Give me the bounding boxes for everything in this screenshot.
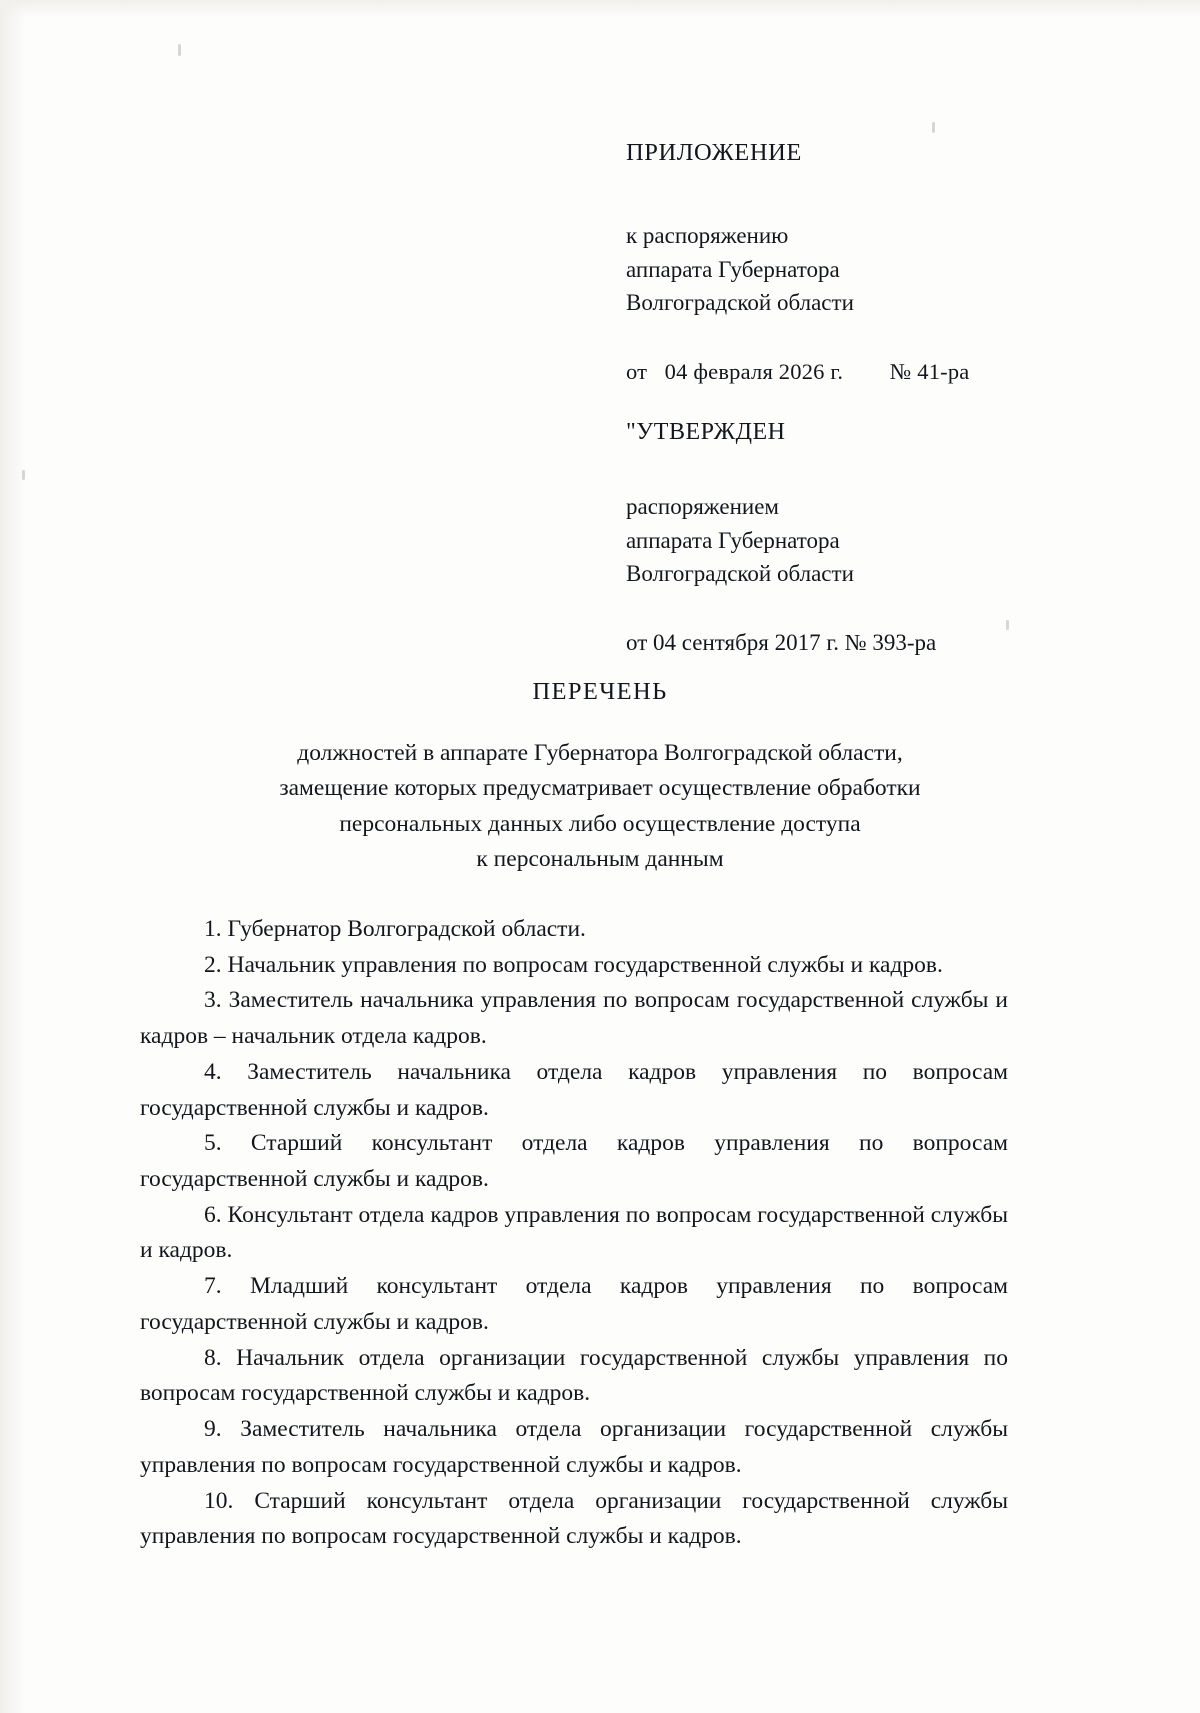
scan-edge-top bbox=[0, 0, 1200, 18]
list-item: 7. Младший консультант отдела кадров управления по вопросам государственной службы и кадров. bbox=[140, 1273, 1008, 1335]
position-list bbox=[140, 912, 1008, 1555]
approved-line-1: распоряжением bbox=[626, 494, 779, 520]
list-item: 1. Губернатор Волгоградской области. bbox=[204, 916, 586, 942]
list-item: 2. Начальник управления по вопросам государственной службы и кадров. bbox=[204, 951, 943, 978]
list-item: 6. Консультант отдела кадров управления по вопросам государственной службы и кадров. bbox=[140, 1201, 1008, 1264]
addressee-line-1: к распоряжению bbox=[626, 223, 789, 249]
approved-by-block bbox=[626, 490, 1096, 590]
approved-line-2: аппарата Губернатора bbox=[626, 527, 840, 553]
order-date-number: от 04 февраля 2026 г. № 41-ра bbox=[626, 359, 970, 385]
appendix-title: ПРИЛОЖЕНИЕ bbox=[626, 139, 802, 166]
scan-speck bbox=[22, 470, 25, 480]
scan-speck bbox=[178, 44, 181, 56]
list-item: 8. Начальник отдела организации государственной службы управления по вопросам государственной службы и кадров. bbox=[140, 1344, 1008, 1407]
subtitle-line-2: замещение которых предусматривает осуществление обработки bbox=[279, 775, 921, 802]
subtitle-line-4: к персональным данным bbox=[476, 845, 724, 872]
addressee-line-3: Волгоградской области bbox=[626, 290, 854, 316]
addressee-line-2: аппарата Губернатора bbox=[626, 256, 840, 282]
approved-label: "УТВЕРЖДЕН bbox=[626, 419, 786, 446]
list-item: 10. Старший консультант отдела организации государственной службы управления по вопросам государственной службы и кадров. bbox=[140, 1487, 1008, 1550]
page-subtitle bbox=[180, 736, 1020, 877]
scan-speck bbox=[932, 122, 935, 133]
scan-edge-left bbox=[0, 0, 26, 1713]
header-block bbox=[626, 138, 1096, 656]
list-item: 4. Заместитель начальника отдела кадров управления по вопросам государственной службы и кадров. bbox=[140, 1058, 1008, 1121]
list-item: 3. Заместитель начальника управления по вопросам государственной службы и кадров – начальник отдела кадров. bbox=[140, 987, 1008, 1050]
approved-date: от 04 сентября 2017 г. № 393-ра bbox=[626, 630, 937, 656]
list-item: 5. Старший консультант отдела кадров управления по вопросам государственной службы и кадров. bbox=[140, 1130, 1008, 1193]
subtitle-line-1: должностей в аппарате Губернатора Волгоградской области, bbox=[297, 740, 903, 766]
list-item: 9. Заместитель начальника отдела организации государственной службы управления по вопросам государственной службы и кадров. bbox=[140, 1416, 1008, 1478]
addressee-block bbox=[626, 219, 1096, 319]
subtitle-line-3: персональных данных либо осуществление доступа bbox=[339, 810, 861, 837]
approved-line-3: Волгоградской области bbox=[626, 561, 854, 587]
page-title: ПЕРЕЧЕНЬ bbox=[532, 678, 668, 705]
